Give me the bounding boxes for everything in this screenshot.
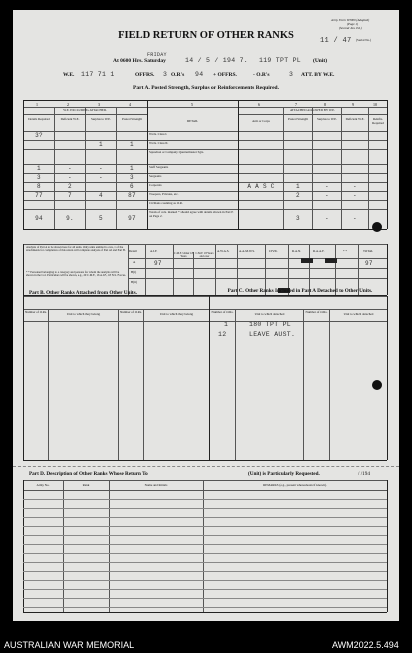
form-page: (Page 1)	[347, 22, 359, 26]
detail-row-label: Totals of cols. marked * should agree with details shown in Part E on Page 2.	[149, 210, 234, 218]
analysis-header: TOTAL	[363, 249, 374, 253]
col-number: 1	[36, 102, 38, 107]
col-number: 9	[352, 102, 354, 107]
part-b-heading: Part B. Other Ranks Attached from Other Units.	[29, 290, 137, 296]
part-d-col-header: Rank	[82, 483, 90, 487]
ruled-line	[23, 589, 387, 590]
col-header: Surplus to W.E.	[316, 117, 337, 121]
serial-number-value: 11 / 47	[320, 37, 352, 45]
col-number: 5	[191, 102, 193, 107]
redaction-mark	[325, 258, 337, 263]
ruled-line	[23, 571, 387, 572]
detail-row-value: 1	[130, 140, 134, 148]
detail-row-value: -	[325, 215, 329, 222]
analysis-row-label: B(ii)	[131, 280, 138, 284]
part-d-date: / /194	[358, 471, 370, 477]
at-time-label: At 0600 Hrs. Saturday	[113, 58, 166, 64]
detail-header: DETAIL	[186, 119, 199, 123]
detail-row-label: Staff Sergeants	[149, 165, 169, 169]
ruled-line	[23, 526, 387, 527]
part-d-heading: Part D. Description of Other Ranks Whose Return To	[29, 471, 148, 477]
unit-label: (Unit)	[313, 58, 328, 64]
col-header: Reinfts. Required	[372, 117, 384, 125]
detail-row-value: 1	[130, 164, 134, 172]
serial-number-label: (Serial No.)	[356, 38, 372, 42]
footer-accession-number: AWM2022.5.494	[332, 640, 399, 650]
part-b-col-header: Number of O.Rs.	[120, 310, 142, 314]
col-number: 2	[67, 102, 69, 107]
part-b-col-header: Number of O.Rs.	[25, 310, 47, 314]
analysis-header: Detail	[129, 249, 137, 253]
part-d-col-header: REMARKS (e.g., present whereabouts if known).	[263, 483, 327, 487]
detail-row-value: -	[99, 173, 103, 181]
analysis-total-value: 97	[365, 260, 373, 267]
day-typed: FRIDAY	[147, 52, 167, 58]
analysis-header: C.M.F. Under 18 Years	[174, 252, 193, 259]
analysis-header: CIVIL	[269, 249, 278, 253]
part-a-top-border	[23, 100, 387, 101]
analysis-note-2: * * Personnel belonging to a category and persons for whom the analysis will be shown in the Col. Particulars will be shown, e.g., 20 C.M.F., 16 A.I.F., 18 N.S. Forces.	[26, 270, 126, 278]
detail-row-value: -	[353, 215, 357, 222]
detail-row-value: 7	[68, 191, 72, 199]
detail-row-value: 3?	[35, 131, 43, 139]
part-c-col-header: Number of O.Rs.	[305, 310, 328, 314]
analysis-header: R.A.N.	[292, 249, 302, 253]
ruled-line	[23, 544, 387, 545]
detail-row-value: 94	[35, 215, 43, 222]
form-sheet-edition: (Second Jan. Ed.)	[339, 26, 362, 30]
detail-row-label: Sergeants	[149, 174, 162, 178]
part-b-col-header: Unit to which they belong	[66, 312, 101, 316]
analysis-header: A.W.A.S.	[217, 249, 230, 253]
offrs-label: OFFRS.	[135, 72, 155, 78]
form-title: FIELD RETURN OF OTHER RANKS	[118, 30, 294, 41]
part-d-heading-unit: (Unit) is Particularly Requested.	[248, 471, 320, 477]
detail-row-label: W.Os. Class I.	[149, 132, 168, 136]
detail-row-label: Civilians counting as O.R.	[149, 201, 183, 205]
analysis-header: C.M.F. 18 Years and over	[195, 252, 214, 259]
detail-row-value: 77	[35, 191, 43, 199]
att-label: ATT. BY W.E.	[301, 72, 335, 78]
ruled-line	[23, 535, 387, 536]
detail-row-value: 87	[128, 191, 136, 199]
ruled-line	[23, 508, 387, 509]
fold-line	[13, 466, 399, 467]
date-typed: 14 / 5 / 194 7.	[185, 57, 249, 64]
footer-credit: AUSTRALIAN WAR MEMORIAL	[4, 640, 135, 650]
detail-row-value: 9.	[66, 215, 74, 222]
col-header: Posted Strength	[121, 117, 143, 121]
col-number: 10	[373, 102, 377, 107]
col-number: 6	[258, 102, 260, 107]
part-b-col-header: Unit to which they belong	[159, 312, 194, 316]
punch-hole	[372, 380, 382, 390]
part-d-col-header: Army No.	[36, 483, 50, 487]
analysis-row-label: B(i)	[131, 270, 137, 274]
ruled-line	[23, 607, 387, 608]
offrs-typed: 3	[163, 71, 168, 78]
col-header: Details Required	[28, 117, 50, 121]
att-typed: 3	[289, 71, 294, 78]
detail-row-label: Squadron or Company Quartermaster Sgts.	[149, 150, 204, 154]
ruled-line	[23, 562, 387, 563]
detail-row-value: -	[68, 164, 72, 172]
detail-row-value: -	[353, 191, 357, 199]
part-c-entry-number: 12	[218, 331, 227, 338]
part-d-col-header: Name and Initials	[144, 483, 168, 487]
part-c-entry-unit: LEAVE AUST.	[249, 331, 296, 338]
detail-row-value: 3	[296, 215, 300, 222]
detail-row-value: 3	[130, 173, 134, 181]
detail-row-value: -	[353, 182, 357, 190]
detail-row-value: -	[325, 191, 329, 199]
analysis-header: A.I.F.	[150, 249, 158, 253]
part-c-col-header: Unit to which detached	[343, 312, 374, 316]
detail-row-value: 5	[99, 215, 103, 222]
detail-row-value: 8	[37, 182, 41, 190]
ruled-line	[23, 598, 387, 599]
part-c-heading: Part C. Other Ranks Included in Part A Detached to Other Units.	[227, 288, 373, 294]
col-number: 7	[295, 102, 297, 107]
analysis-row-label: A	[133, 260, 136, 264]
detail-row-value: 4	[99, 191, 103, 199]
part-a-heading: Part A. Posted Strength, Surplus or Reinforcements Required.	[133, 85, 279, 91]
analysis-header: * *	[343, 249, 347, 253]
col-header: Posted Strength	[287, 117, 309, 121]
form-sheet	[13, 10, 399, 621]
part-c-entry-unit: 180 TPT PL	[249, 321, 292, 328]
detail-row-value: 97	[128, 215, 136, 222]
ruled-line	[23, 580, 387, 581]
detail-row-value: 6	[130, 182, 134, 190]
col-number: 4	[129, 102, 131, 107]
unit-typed: 119 TPT PL	[259, 57, 302, 64]
ruled-line	[23, 553, 387, 554]
offrs2-label: + OFFRS.	[213, 72, 237, 78]
part-c-col-header: Unit to which detached	[254, 312, 285, 316]
part-c-col-header: Number of O.Rs.	[211, 310, 234, 314]
detail-row-value: -	[99, 164, 103, 172]
analysis-header: R.A.A.F.	[313, 249, 325, 253]
form-number: Army Form W3009 (Adapted)	[331, 18, 370, 22]
ors-typed: 94	[195, 71, 204, 78]
col-number: 3	[98, 102, 100, 107]
attached-allowed-header: ATTACHED ALLOWED BY W.E.	[289, 108, 336, 112]
ruled-line	[23, 499, 387, 500]
part-c-entry-number: 1	[224, 321, 229, 328]
col-header: Arm or Corps	[252, 119, 270, 123]
col-header: Deficient W.E.	[60, 117, 80, 121]
detail-row-value: 2	[68, 182, 72, 190]
redaction-mark	[301, 258, 313, 263]
ors2-label: - O.R's	[253, 72, 270, 78]
detail-row-value: 1	[99, 140, 103, 148]
detail-row-value: 1	[37, 164, 41, 172]
ors-label: O.R's	[171, 72, 185, 78]
analysis-header: A.A.M.W.S.	[239, 249, 255, 253]
detail-row-label: Troopers, Privates, etc.	[149, 192, 179, 196]
detail-row-value: 3	[37, 173, 41, 181]
col-header: Surplus to W.E.	[90, 117, 111, 121]
analysis-note: Analysis of Part A to be shown here for all units. Only units entitled to cars, 1 of the attachments for completion of this return will complete analysis of Part AI and Part B.	[26, 245, 126, 253]
detail-row-label: Corporals	[149, 183, 162, 187]
detail-row-value: 1	[296, 182, 300, 190]
we-typed: 117 71 1	[81, 71, 115, 78]
detail-row-value: -	[68, 173, 72, 181]
col-header: Deficient W.E.	[345, 117, 365, 121]
punch-hole	[372, 222, 382, 232]
detail-row-value: -	[325, 182, 329, 190]
we-label: W.E.	[63, 72, 75, 78]
analysis-aif-value: 97	[154, 260, 162, 267]
we-excluding-attached-header: W.E. EXCLUDING ATTACHED.	[63, 108, 107, 112]
detail-row-value: A A S C	[247, 182, 275, 190]
col-number: 8	[324, 102, 326, 107]
ruled-line	[23, 517, 387, 518]
detail-row-value: 2	[296, 191, 300, 199]
detail-row-label: W.Os. Class II.	[149, 141, 169, 145]
